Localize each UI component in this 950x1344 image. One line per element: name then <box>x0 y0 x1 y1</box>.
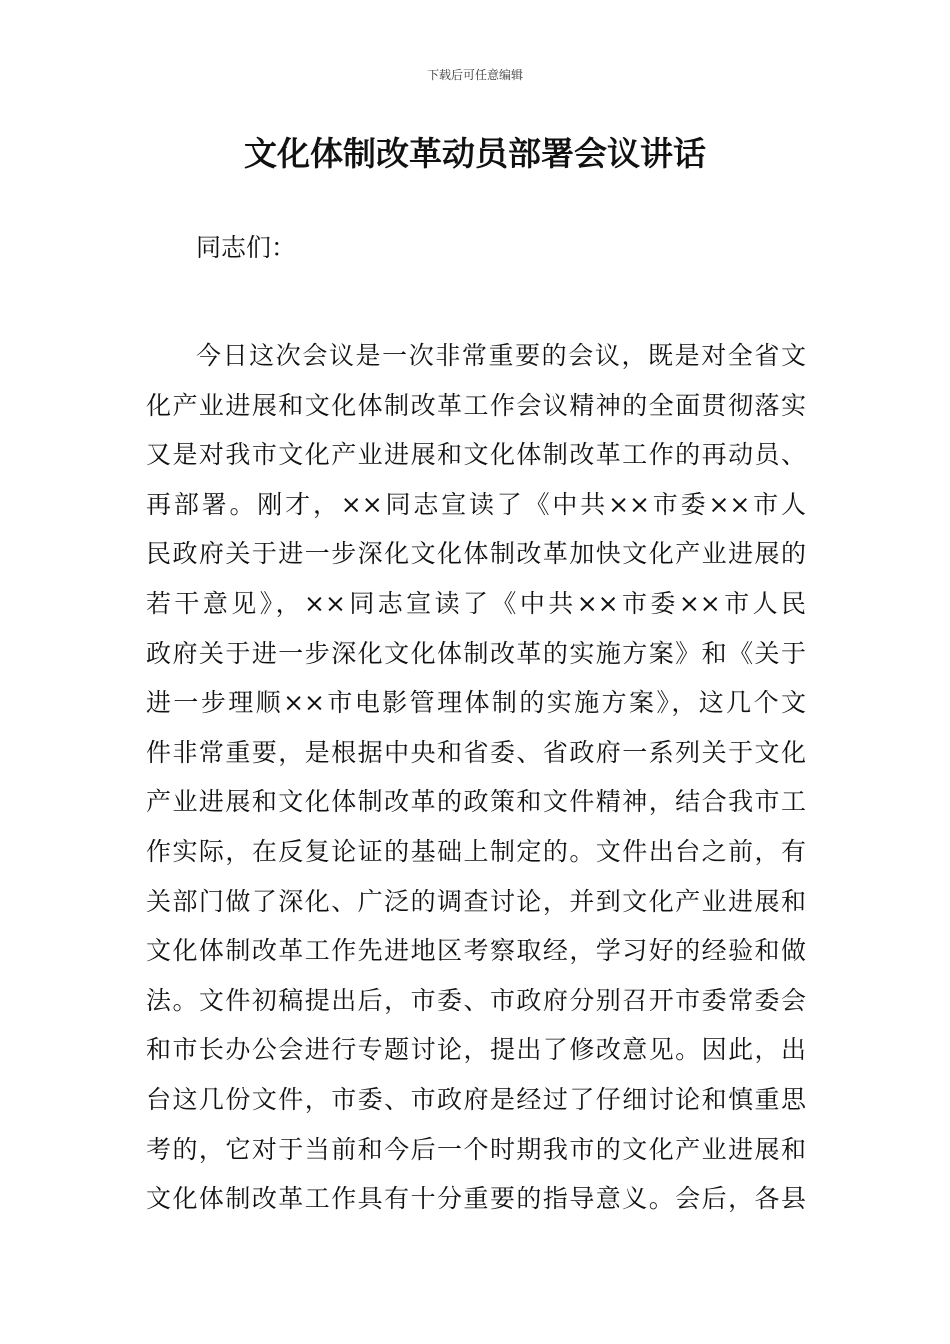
paragraph-line: 文化体制改革工作具有十分重要的指导意义。会后，各县 <box>146 1184 806 1214</box>
paragraph-line: 今日这次会议是一次非常重要的会议，既是对全省文 <box>196 341 806 370</box>
paragraph-line: 法。文件初稿提出后，市委、市政府分别召开市委常委会 <box>146 985 806 1015</box>
paragraph-line: 产业进展和文化体制改革的政策和文件精神，结合我市工 <box>146 787 806 817</box>
paragraph-line: 文化体制改革工作先进地区考察取经，学习好的经验和做 <box>146 936 806 966</box>
paragraph-line: 台这几份文件，市委、市政府是经过了仔细讨论和慎重思 <box>146 1084 806 1114</box>
paragraph-line: 又是对我市文化产业进展和文化体制改革工作的再动员、 <box>146 440 806 470</box>
paragraph-line: 考的，它对于当前和今后一个时期我市的文化产业进展和 <box>146 1134 806 1164</box>
paragraph-line: 民政府关于进一步深化文化体制改革加快文化产业进展的 <box>146 539 806 569</box>
paragraph-line: 作实际，在反复论证的基础上制定的。文件出台之前，有 <box>146 836 806 866</box>
paragraph-line: 化产业进展和文化体制改革工作会议精神的全面贯彻落实 <box>146 390 806 420</box>
paragraph-line: 关部门做了深化、广泛的调查讨论，并到文化产业进展和 <box>146 886 806 916</box>
paragraph-line: 件非常重要，是根据中央和省委、省政府一系列关于文化 <box>146 737 806 767</box>
paragraph-line: 进一步理顺××市电影管理体制的实施方案》，这几个文 <box>146 688 806 718</box>
page-header-note: 下载后可任意编辑 <box>426 68 523 82</box>
paragraph-line: 再部署。刚才，××同志宣读了《中共××市委××市人 <box>146 489 806 519</box>
paragraph-line: 政府关于进一步深化文化体制改革的实施方案》和《关于 <box>146 638 806 668</box>
document-title: 文化体制改革动员部署会议讲话 <box>244 134 706 173</box>
paragraph-line: 和市长办公会进行专题讨论，提出了修改意见。因此，出 <box>146 1035 806 1065</box>
paragraph-line: 若干意见》，××同志宣读了《中共××市委××市人民 <box>146 588 806 618</box>
body-paragraph <box>146 331 806 1224</box>
salutation: 同志们： <box>196 233 297 262</box>
